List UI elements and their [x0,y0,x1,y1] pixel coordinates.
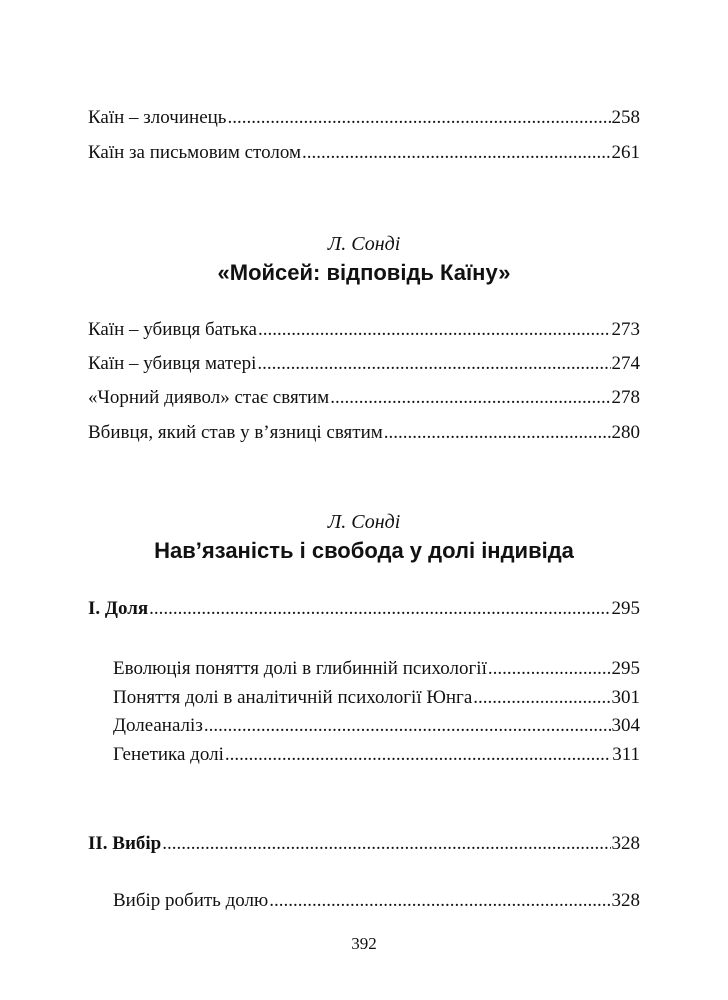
toc-entry-text: Генетика долі [113,744,224,765]
toc-entry-page: 328 [611,890,640,911]
toc-part-text: II. Вибір [88,833,162,854]
toc-entry [88,318,640,342]
toc-entry-page: 278 [611,387,640,408]
toc-subentry [113,743,640,767]
toc-entry-text: Вбивця, який став у в’язниці святим [88,422,383,443]
toc-entry [88,421,640,445]
toc-leader-dots [227,106,610,130]
toc-part-page: 328 [611,833,640,854]
toc-leader-dots [258,318,611,342]
toc-entry-text: Каїн за письмовим столом [88,142,301,163]
page-number: 392 [351,934,377,953]
section-title: Нав’язаність і свобода у долі індивіда [154,538,574,563]
toc-entry-page: 301 [611,687,640,708]
toc-leader-dots [302,141,611,165]
toc-entry-text: Поняття долі в аналітичній психології Юнга [113,687,473,708]
toc-part-text: I. Доля [88,598,149,619]
toc-entry [88,352,640,376]
toc-entry-page: 311 [612,744,640,765]
toc-entry-text: Каїн – злочинець [88,107,227,128]
toc-leader-dots [149,597,610,621]
toc-leader-dots [204,714,611,738]
toc-part-page: 295 [611,598,640,619]
toc-subentry [113,686,640,710]
toc-entry-text: Каїн – убивця матері [88,353,257,374]
toc-part-heading [88,832,640,856]
section-title: «Мойсей: відповідь Каїну» [217,260,511,285]
toc-entry-text: Долеаналіз [113,715,203,736]
toc-entry [88,106,640,130]
toc-entry-page: 280 [611,422,640,443]
section-author: Л. Сонді [327,511,401,533]
toc-leader-dots [162,832,610,856]
toc-entry [88,141,640,165]
toc-leader-dots [488,657,611,681]
toc-entry-page: 304 [611,715,640,736]
toc-subentry [113,714,640,738]
toc-entry-page: 274 [611,353,640,374]
toc-leader-dots [225,743,611,767]
toc-subentry [113,889,640,913]
toc-entry-page: 261 [611,142,640,163]
toc-entry-text: «Чорний диявол» стає святим [88,387,330,408]
toc-leader-dots [269,889,610,913]
toc-entry-page: 273 [611,319,640,340]
toc-subentry [113,657,640,681]
toc-entry-page: 258 [611,107,640,128]
toc-entry-text: Каїн – убивця батька [88,319,257,340]
toc-part-heading [88,597,640,621]
toc-entry [88,386,640,410]
toc-entry-page: 295 [611,658,640,679]
toc-leader-dots [473,686,610,710]
section-author: Л. Сонді [327,233,401,255]
toc-leader-dots [257,352,610,376]
toc-leader-dots [330,386,610,410]
toc-entry-text: Вибір робить долю [113,890,269,911]
toc-entry-text: Еволюція поняття долі в глибинній психології [113,658,487,679]
toc-leader-dots [384,421,611,445]
